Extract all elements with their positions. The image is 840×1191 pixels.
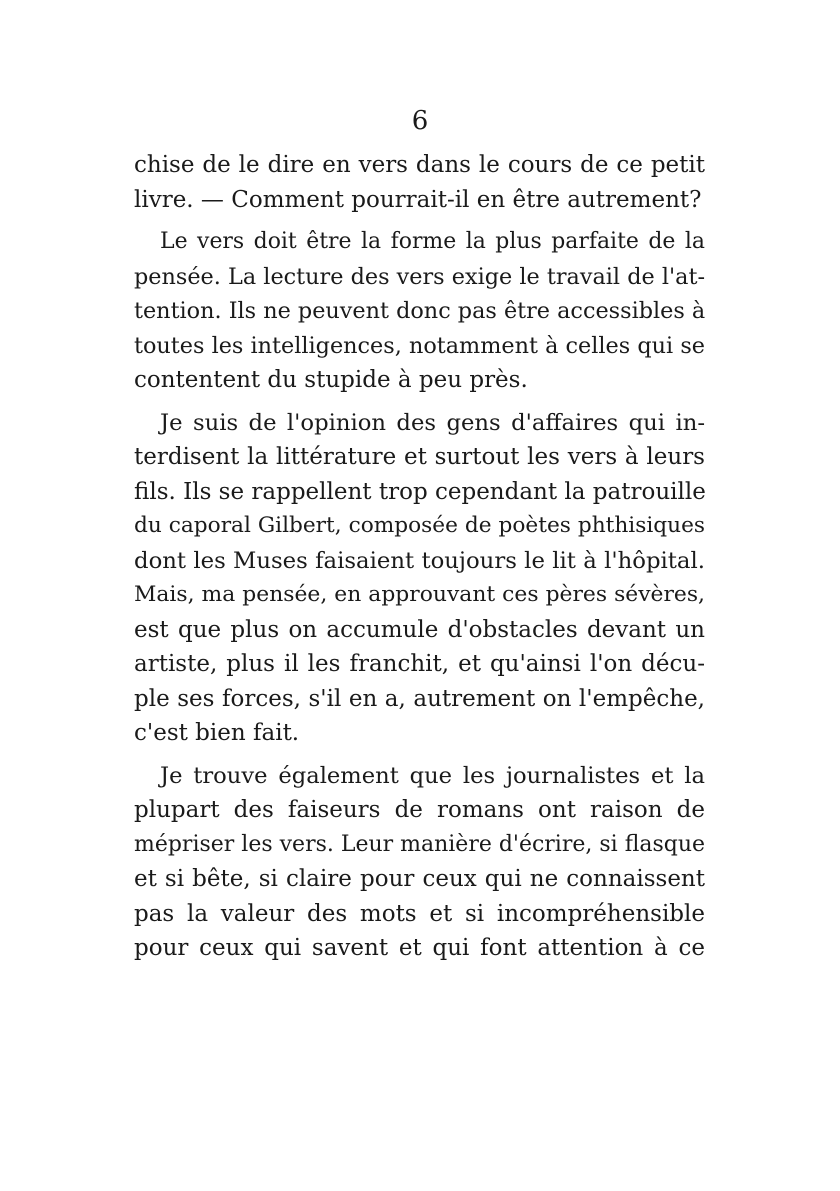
text-line: artiste, plus il les franchit, et qu'ainsi l'on décu- bbox=[134, 651, 705, 677]
text-line: et si bête, si claire pour ceux qui ne connaissent bbox=[134, 866, 705, 892]
text-line: terdisent la littérature et surtout les vers à leurs bbox=[134, 444, 705, 470]
paragraph bbox=[134, 225, 705, 398]
text-line: Je suis de l'opinion des gens d'affaires qui in- bbox=[160, 409, 705, 436]
text-line: du caporal Gilbert, composée de poètes phthisiques bbox=[134, 513, 705, 538]
paragraph bbox=[134, 759, 705, 966]
text-line: Je trouve également que les journalistes et la bbox=[160, 762, 705, 789]
text-line: contentent du stupide à peu près. bbox=[134, 367, 528, 393]
text-line: toutes les intelligences, notamment à celles qui se bbox=[134, 332, 705, 359]
paragraph bbox=[134, 406, 705, 751]
text-line: ple ses forces, s'il en a, autrement on l'empêche, bbox=[134, 685, 705, 712]
text-line: est que plus on accumule d'obstacles devant un bbox=[134, 616, 705, 643]
text-line: pas la valeur des mots et si incompréhensible bbox=[134, 900, 705, 927]
paragraph bbox=[134, 148, 705, 217]
text-line: pensée. La lecture des vers exige le travail de l'at- bbox=[134, 263, 705, 290]
text-line: c'est bien fait. bbox=[134, 720, 300, 746]
text-line: mépriser les vers. Leur manière d'écrire, si flasque bbox=[134, 831, 705, 857]
text-line: Le vers doit être la forme la plus parfaite de la bbox=[160, 229, 705, 254]
text-line: livre. — Comment pourrait-il en être autrement? bbox=[134, 186, 702, 213]
page-number: 6 bbox=[411, 106, 429, 136]
text-line: dont les Muses faisaient toujours le lit à l'hôpital. bbox=[134, 547, 705, 574]
text-line: fils. Ils se rappellent trop cependant la patrouille bbox=[134, 478, 706, 505]
text-line: plupart des faiseurs de romans ont raison de bbox=[134, 797, 705, 823]
text-line: chise de le dire en vers dans le cours de ce petit bbox=[134, 152, 705, 178]
text-line: Mais, ma pensée, en approuvant ces pères sévères, bbox=[134, 582, 705, 607]
text-line: pour ceux qui savent et qui font attention à ce bbox=[134, 935, 705, 961]
text-line: tention. Ils ne peuvent donc pas être accessibles à bbox=[134, 298, 706, 324]
body-text bbox=[134, 148, 705, 974]
